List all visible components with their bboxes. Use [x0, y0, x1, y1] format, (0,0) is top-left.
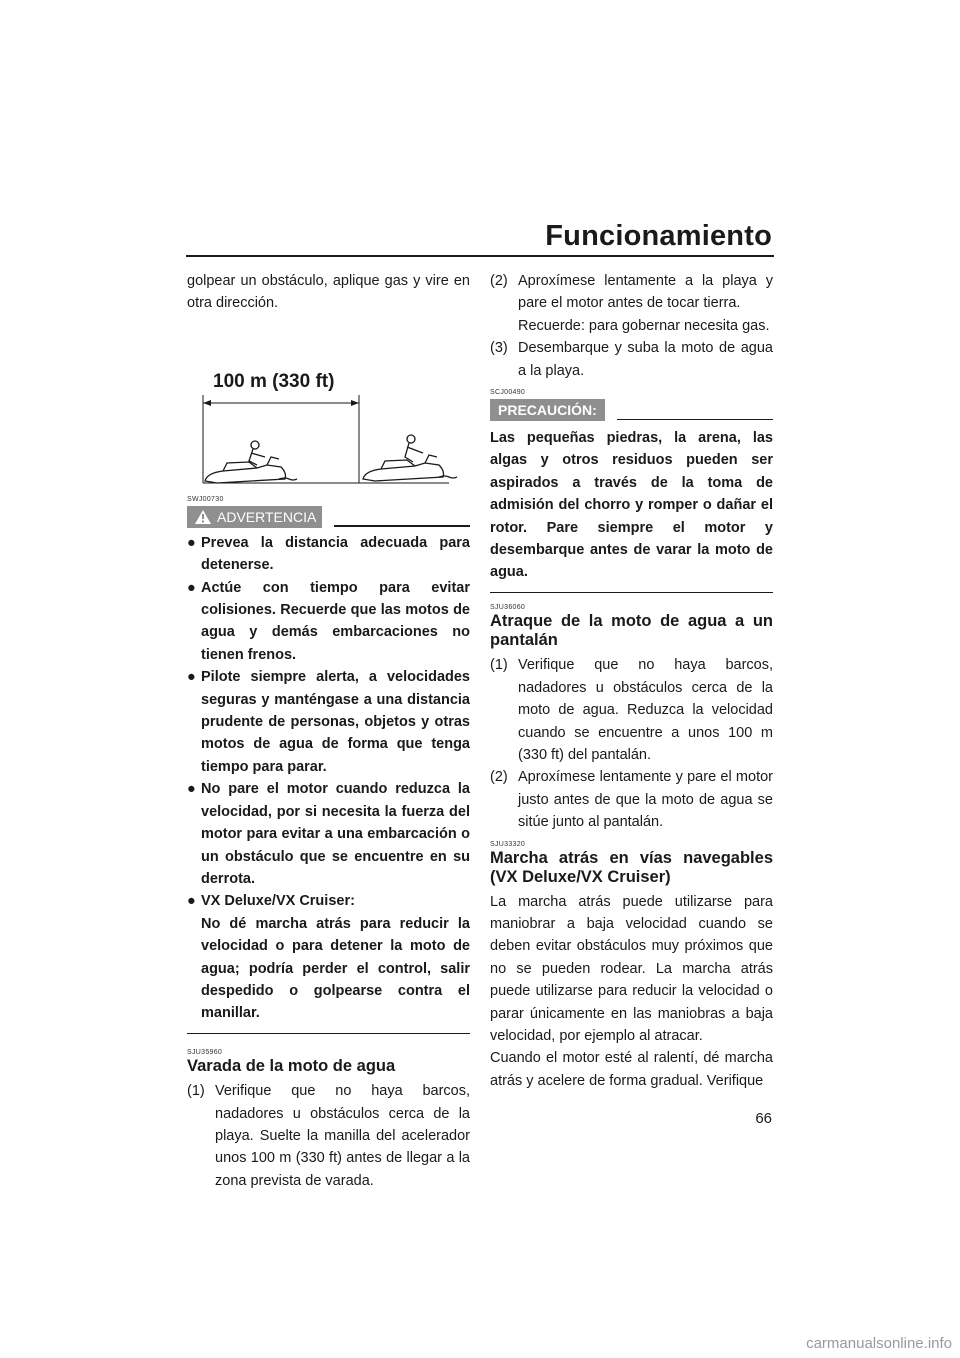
section-code: SJU36060 — [490, 604, 526, 612]
warning-header — [187, 506, 470, 528]
right-jetski-icon — [363, 435, 457, 481]
caution-code: SCJ00490 — [490, 389, 526, 397]
jetski-distance-illustration — [187, 315, 470, 495]
section-code: SJU33320 — [490, 840, 526, 848]
distance-figure — [187, 315, 470, 495]
list-item: (1) Verifique que no haya barcos, nadadores u obstáculos cerca de la moto de agua. Reduzca la velocidad cuando se encuentre a unos 100 m (330 ft) del pantalán. — [490, 657, 773, 763]
warning-triangle-icon — [195, 510, 211, 524]
docking-steps — [490, 654, 773, 833]
list-item: (1) Verifique que no haya barcos, nadadores u obstáculos cerca de la playa. Suelte la manilla del acelerador unos 100 m (330 ft) antes de llegar a la zona prevista de varada. — [187, 1083, 470, 1189]
caution-badge: PRECAUCIÓN: — [490, 399, 605, 421]
page-number: 66 — [755, 1110, 772, 1127]
reverse-paragraph-2: Cuando el motor esté al ralentí, dé marcha atrás y acelere de forma gradual. Verifique — [490, 1050, 773, 1089]
distance-label: 100 m (330 ft) — [213, 370, 335, 392]
left-jetski-icon — [205, 441, 297, 483]
list-item: ● Prevea la distancia adecuada para detenerse. — [187, 534, 470, 574]
caution-header — [490, 399, 773, 421]
header-rule — [186, 255, 774, 257]
list-item: (3) Desembarque y suba la moto de agua a la playa. — [490, 340, 773, 379]
section-title-reverse: Marcha atrás en vías navegables (VX Deluxe/VX Cruiser) — [490, 848, 773, 886]
warning-badge — [187, 506, 322, 528]
list-item: ● VX Deluxe/VX Cruiser: No dé marcha atrás para reducir la velocidad o para detener la moto de agua; podría perder el control, salir despedido o golpearse contra el manillar. — [187, 893, 470, 1022]
list-item: ● No pare el motor cuando reduzca la velocidad, por si necesita la fuerza del motor para evitar a una embarcación o un obstáculo que se encuentre en su derrota. — [187, 781, 470, 887]
beaching-steps — [187, 1080, 470, 1192]
reverse-paragraph-1: La marcha atrás puede utilizarse para maniobrar a baja velocidad cuando se deben evitar obstáculos muy próximos que no se pueden rodear. La marcha atrás puede utilizarse para reducir la velocidad o parar únicamente en las maniobras a baja velocidad, por ejemplo al atracar. — [490, 893, 773, 1045]
section-code: SJU35960 — [187, 1049, 223, 1057]
list-item: (2) Aproxímese lentamente a la playa y pare el motor antes de tocar tierra. Recuerde: para gobernar necesita gas. — [490, 273, 773, 334]
warning-list — [187, 532, 470, 1025]
left-column — [187, 270, 470, 1192]
warning-code: SWJ00730 — [187, 495, 224, 503]
warning-end-rule — [187, 1033, 470, 1035]
section-title-docking: Atraque de la moto de agua a un pantalán — [490, 612, 773, 650]
intro-paragraph: golpear un obstáculo, aplique gas y vire en otra dirección. — [187, 273, 470, 312]
list-item: ● Pilote siempre alerta, a velocidades seguras y manténgase a una distancia prudente de personas, objetos y otras motos de agua de forma que tenga tiempo para parar. — [187, 669, 470, 775]
watermark: carmanualsonline.info — [806, 1335, 952, 1352]
caution-end-rule — [490, 592, 773, 594]
beaching-steps-continued — [490, 270, 773, 382]
caution-text: Las pequeñas piedras, la arena, las algas y otros residuos pueden ser aspirados a través de la toma de admisión del chorro y romper o dañar el rotor. Pare siempre el motor y desembarque antes de varar la moto de agua. — [490, 430, 773, 581]
page-header-title: Funcionamiento — [545, 220, 772, 252]
list-item: ● Actúe con tiempo para evitar colisiones. Recuerde que las motos de agua y demás embarcaciones no tienen frenos. — [187, 579, 470, 663]
right-column — [490, 270, 773, 1092]
warning-label: ADVERTENCIA — [217, 508, 317, 525]
list-item: (2) Aproxímese lentamente y pare el motor justo antes de que la moto de agua se sitúe junto al pantalán. — [490, 769, 773, 831]
section-title-beaching: Varada de la moto de agua — [187, 1057, 396, 1076]
